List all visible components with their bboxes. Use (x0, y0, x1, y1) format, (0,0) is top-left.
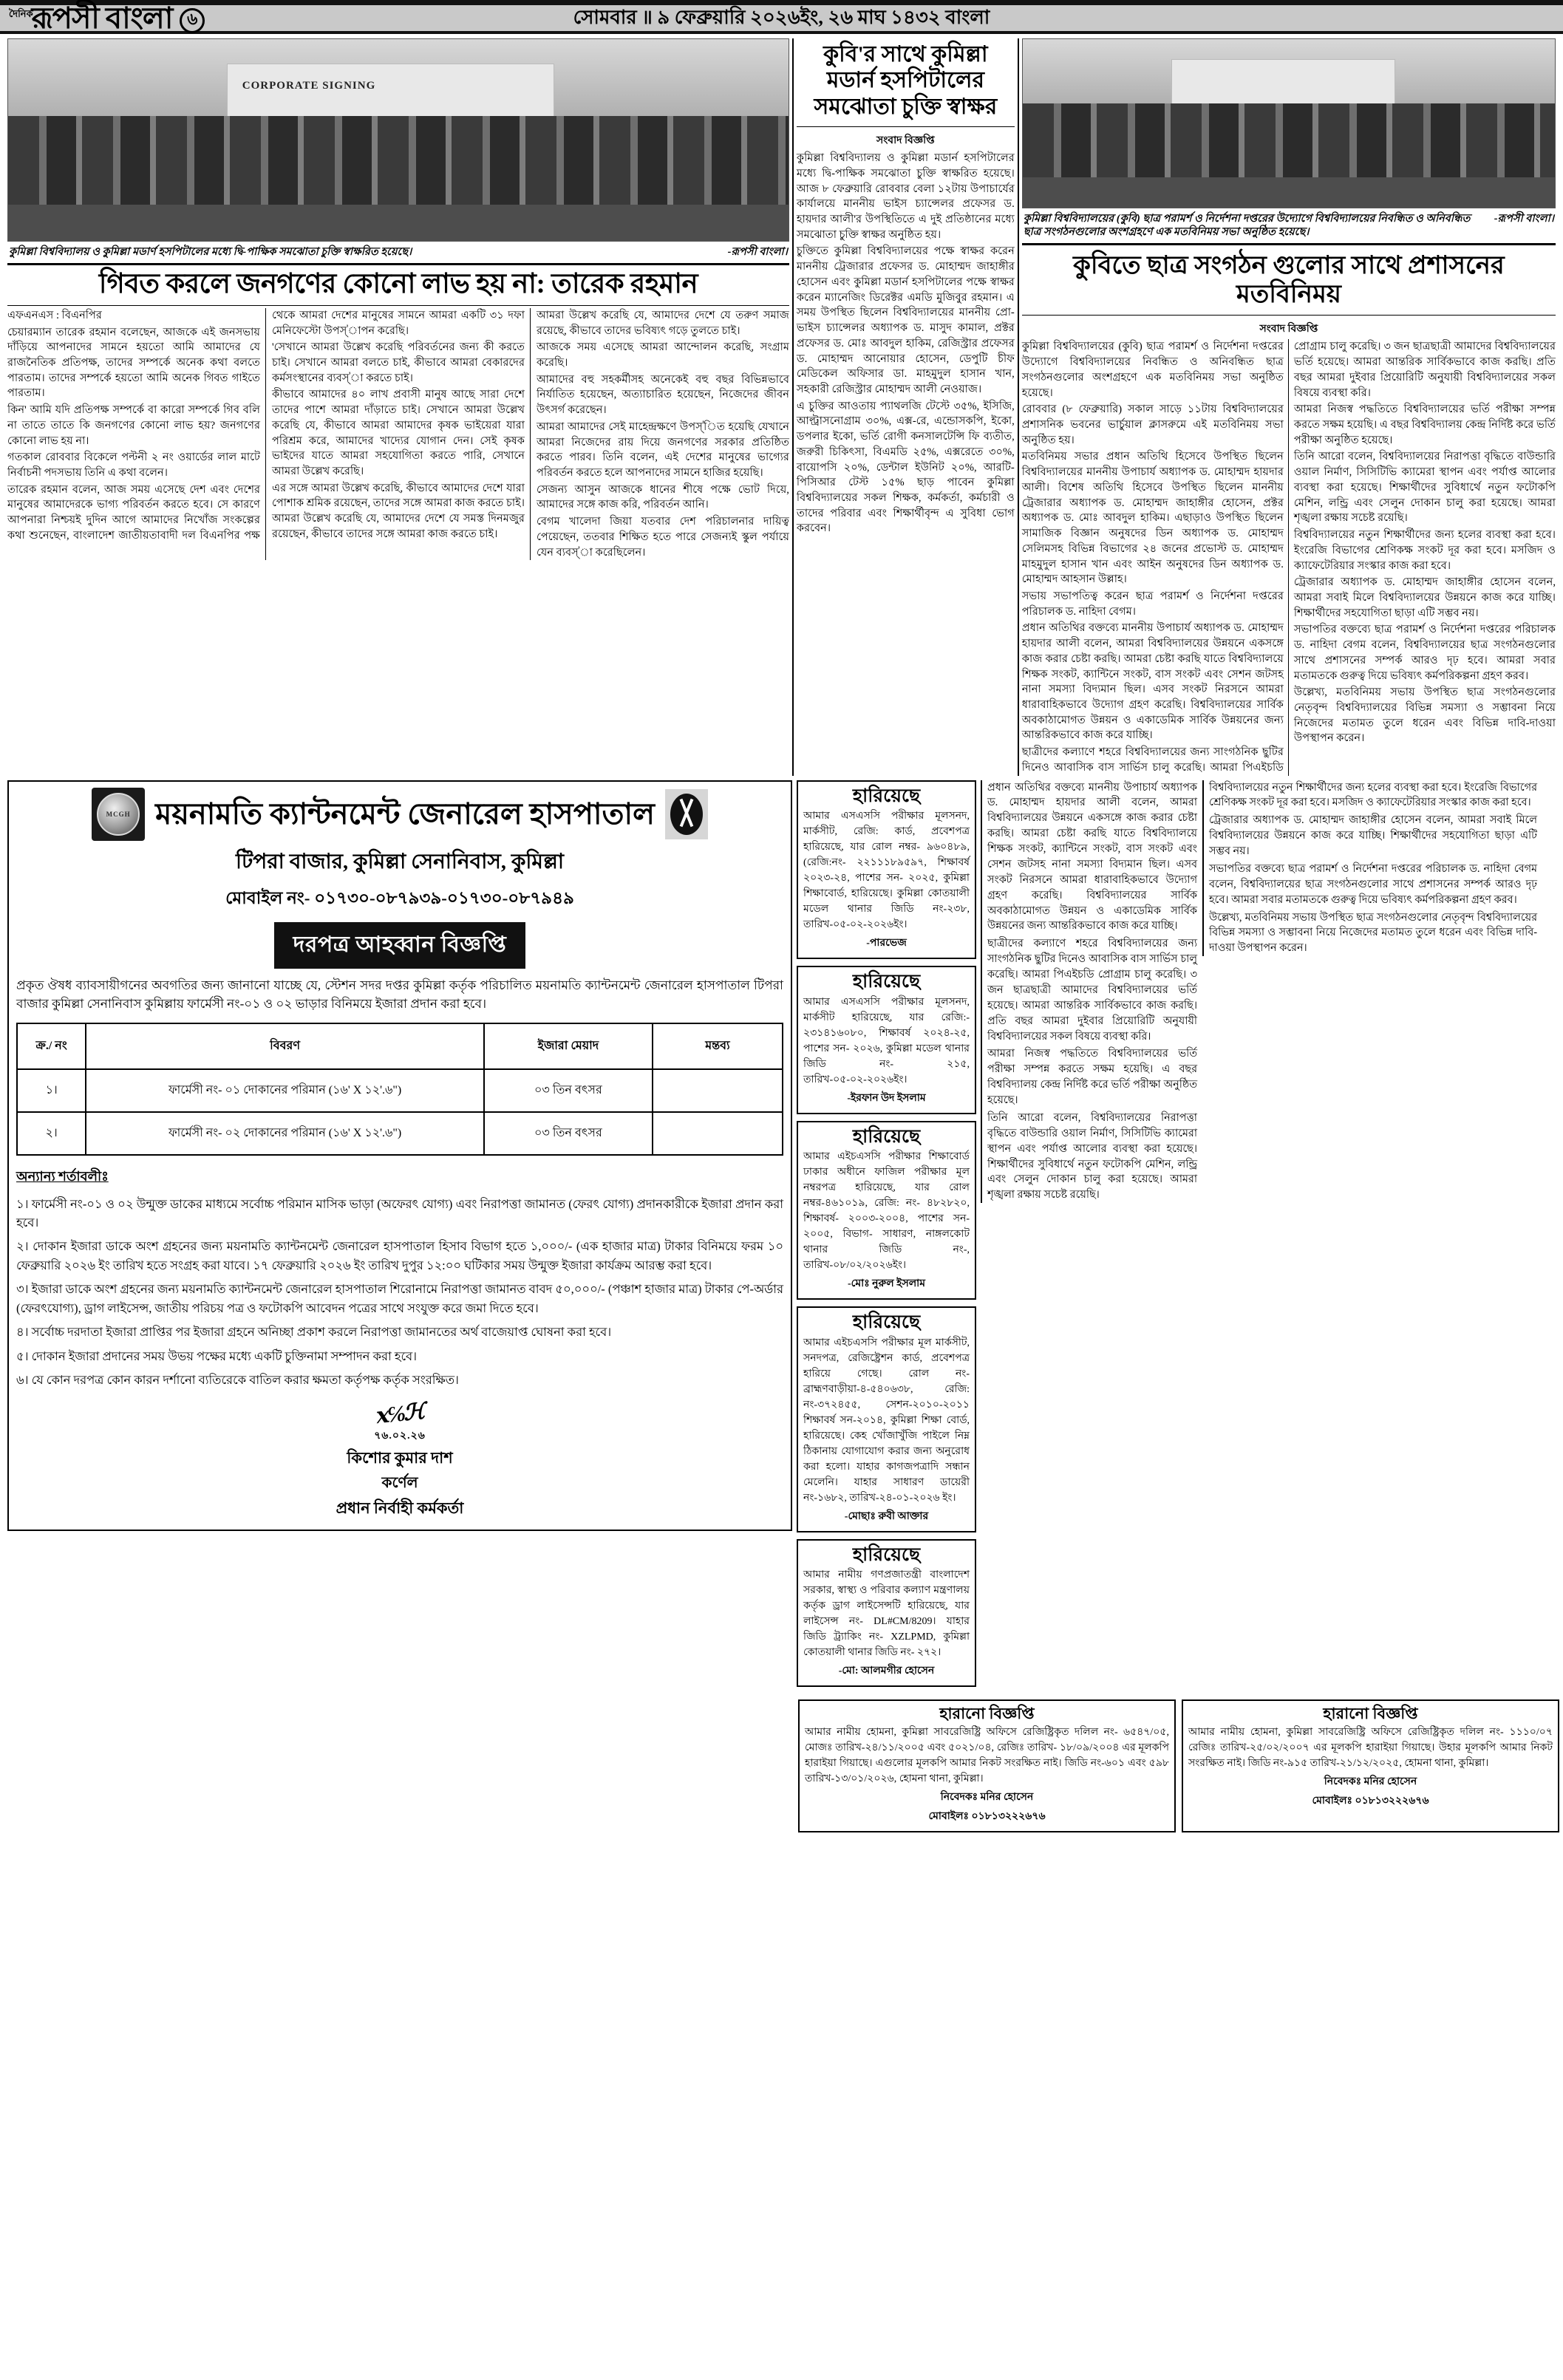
paragraph: সেজন্য আসুন আজকে ধানের শীষে পক্ষে ভোট দিয়ে, আমাদের সঙ্গে কাজ করি, পরিবর্তন আনি। (536, 483, 789, 511)
paragraph: আমরা নিজস্ব পদ্ধতিতে বিশ্ববিদ্যালয়ের ভর্তি পরীক্ষা সম্পন্ন করতে সক্ষম হয়েছি। এ বছর বিশ্ববিদ্যালয় কেন্দ্র নির্দিষ্ট করে ভর্তি পরীক্ষা অনুষ্ঠিত হয়েছে। (1293, 403, 1556, 446)
paragraph: প্রধান অতিথির বক্তব্যে মাননীয় উপাচার্য অধ্যাপক ড. মোহাম্মদ হায়দার আলী বলেন, আমরা বিশ্ববিদ্যালয়ের উন্নয়নে একসঙ্গে কাজ করার চেষ্টা করছি। আমরা চেষ্টা করছি যাতে বিশ্ববিদ্যালয়ে শিক্ষক সংকট, ক্যান্টিনে সংকট, বাস সংকট এবং সেশন জটসহ নানা সমস্যা বিদ্যমান ছিল। এসব সংকট নিরসনে আমরা ধারাবাহিকভাবে উদ্যোগ গ্রহণ করেছি। বিশ্ববিদ্যালয়ের সার্বিক অবকাঠামোগত উন্নয়ন ও একাডেমিক সার্বিক উন্নয়নের জন্য আন্তরিকভাবে কাজ করে যাচ্ছি। (1021, 622, 1284, 742)
paragraph: আমরা আমাদের সেই মাহেন্দ্রক্ষণে উপস্'িত হয়েছি যেখানে আমরা নিজেদের রায় দিয়ে জনগণের সরকার প্রতিষ্ঠিত করতে পারব। তিনি বলেন, এই দেশের মানুষের ভাগ্যের পরিবর্তন করতে হলে আপনাদের সামনে হাজির হয়েছি। (536, 420, 789, 479)
mid-byline: সংবাদ বিজ্ঞপ্তি (876, 135, 935, 147)
tender-advertisement (7, 780, 792, 1532)
column-divider (789, 38, 797, 776)
classified-signer: নিবেদকঃ মনির হোসেন (940, 1792, 1034, 1804)
masthead-title: রূপসী বাংলা (31, 1, 173, 35)
classified-ad (1182, 1699, 1559, 1832)
paragraph: ছাত্রীদের কল্যাণে শহরে বিশ্ববিদ্যালয়ের জন্য সাংগঠনিক ছুটির দিনেও আবাসিক বাস সার্ভিস চালু করেছি। আমরা পিএইচডি প্রোগ্রাম চালু করেছি। ৩ জন ছাত্রছাত্রী আমাদের বিশ্ববিদ্যালয়ের ভর্তি হয়েছে। আমরা আন্তরিক সার্বিকভাবে কাজ করছি। প্রতি বছর আমরা দুইবার প্রিয়োরিটি অনুযায়ী বিশ্ববিদ্যালয়ের সকল বিষয়ে ব্যবস্থা করি। (1021, 341, 1556, 774)
paragraph: তিনি আরো বলেন, বিশ্ববিদ্যালয়ের নিরাপত্তা বৃদ্ধিতে বাউন্ডারি ওয়াল নির্মাণ, সিসিটিভি ক্যামেরা স্থাপন এবং পর্যাপ্ত আলোর ব্যবস্থা করা হয়েছে। শিক্ষার্থীদের সুবিধার্থে নতুন ফটোকপি মেশিন, লন্ড্রি এবং সেলুন দোকান চালু করা হয়েছে। আমরা শৃঙ্খলা রক্ষায় সচেষ্ট রয়েছি। (987, 1111, 1197, 1201)
classified-signer: নিবেদকঃ মনির হোসেন (1324, 1776, 1417, 1788)
lead-photo (7, 38, 789, 242)
paragraph: চেয়ারম্যান তারেক রহমান বলেছেন, আজকে এই জনসভায় দাঁড়িয়ে আপনাদের সামনে হয়তো আমি আমাদের যে রাজনৈতিক প্রতিপক্ষ, তাদের সম্পর্কে অনেক কথা বলতে পারতাম। তাদের সম্পর্কে হয়তো আমি অনেক গিবত গাইতে পারতাম। (7, 326, 260, 400)
paragraph: আমরা উল্লেখ করেছি যে, আমাদের দেশে যে তরুণ সমাজ রয়েছে, কীভাবে তাদের ভবিষ্যৎ গড়ে তুলতে চাই। (536, 309, 789, 337)
classified-body: আমার এইচএসসি পরীক্ষার শিক্ষাবোর্ড ঢাকার অধীনে ফাজিল পরীক্ষার মূল নম্বরপত্র হারিয়েছে, যার রোল নম্বর-৪৬১০১৯, রেজি: নং- ৪৮২৮২০, শিক্ষাবর্ষ- ২০০৩-২০০৪, পাশের সন- ২০০৫, বিভাগ- সাধারণ, নাঙ্গলকোট থানার জিডি নং-, তারিখ-০৮/০২/২০২৬ইং। (803, 1151, 970, 1272)
column-header-description: বিবরণ (86, 1023, 484, 1069)
page-number-badge: ৬ (180, 8, 205, 33)
right-article-column (1022, 38, 1556, 776)
paragraph: সভাপতির বক্তব্যে ছাত্র পরামর্শ ও নির্দেশনা দপ্তরের পরিচালক ড. নাহিদা বেগম বলেন, বিশ্ববিদ্যালয়ের ছাত্র সংগঠনগুলোর সাথে প্রশাসনের সম্পর্ক আরও দৃঢ় হবে। আমরা সবার মতামতকে গুরুত্ব দিয়ে ভবিষ্যৎ কর্মপরিকল্পনা গ্রহণ করব। (1293, 624, 1556, 682)
condition-item: ৬। যে কোন দরপত্র কোন কারন দর্শানো ব্যতিরেকে বাতিল করার ক্ষমতা কর্তৃপক্ষ কর্তৃক সংরক্ষিত। (16, 1372, 459, 1387)
paragraph: তিনি আরো বলেন, বিশ্ববিদ্যালয়ের নিরাপত্তা বৃদ্ধিতে বাউন্ডারি ওয়াল নির্মাণ, সিসিটিভি ক্যামেরা স্থাপন এবং পর্যাপ্ত আলোর ব্যবস্থা করা হয়েছে। শিক্ষার্থীদের সুবিধার্থে নতুন ফটোকপি মেশিন, লন্ড্রি এবং সেলুন দোকান চালু করা হয়েছে। আমরা শৃঙ্খলা রক্ষায় সচেষ্ট রয়েছি। (1293, 451, 1556, 525)
classified-signer: -মোছাঃ রুবী আক্তার (844, 1510, 929, 1522)
paragraph: চুক্তিতে কুমিল্লা বিশ্ববিদ্যালয়ের পক্ষে স্বাক্ষর করেন মাননীয় ট্রেজারার প্রফেসর ড. মোহাম্মদ জাহাঙ্গীর হোসেন এবং কুমিল্লা মডার্ন হসপিটালের পক্ষে স্বাক্ষর করেন ম্যানেজিং ডিরেক্টর এমডি মুজিবুর রহমান। এ সময় উপস্থিত ছিলেন বিশ্ববিদ্যালয়ের মাননীয় প্রো-ভাইস চ্যান্সেলর অধ্যাপক ড. মাসুদ কামাল, প্রক্টর প্রফেসর ড. মোঃ আবদুল হাকিম, রেজিস্ট্রার প্রফেসর ড. মোহাম্মদ আনোয়ার হোসেন, ডেপুটি চীফ মেডিকেল অফিসার ডা. মাহমুদুল হাসান খান, সহকারী রেজিস্ট্রার মোহাম্মদ আলী নেওয়াজ। (796, 245, 1015, 395)
cell-description: ফার্মেসী নং- ০২ দোকানের পরিমান (১৬' X ১২'.৬") (86, 1112, 484, 1155)
conditions-list (16, 1195, 783, 1390)
tender-table (16, 1023, 783, 1156)
army-crest-icon (665, 789, 708, 839)
classified-heading: হারানো বিজ্ঞপ্তি (939, 1705, 1035, 1723)
classified-ad (798, 1699, 1176, 1832)
cell-serial: ১। (17, 1069, 86, 1112)
signature-block (16, 1401, 783, 1522)
classified-phone: মোবাইলঃ ০১৮১৩২২২৬৭৬ (1312, 1796, 1429, 1807)
cell-remarks (653, 1069, 783, 1112)
mid-continuation-body (981, 780, 1202, 1204)
lead-article-body (7, 308, 789, 561)
classified-heading: হারিয়েছে (852, 972, 921, 992)
classified-body: আমার এইচএসসি পরীক্ষার মূল মার্কসীট, সনদপত্র, রেজিষ্ট্রেশন কার্ড, প্রবেশপত্র হারিয়ে গেছে। রোল নং- ব্রাহ্মণবাড়ীয়া-৪-৫৪০৬৩৮, রেজি: নং-৩৭২৪৫৫, সেশন-২০১০-২০১১ শিক্ষাবর্ষ সন-২০১৪, কুমিল্লা শিক্ষা বোর্ড, হারিয়েছে। কেহ খোঁজাখুঁজি পাইলে নিম্ন ঠিকানায় যোগাযোগ করার জন্য অনুরোধ করা হলো। যাহার কাগজপত্রাদি সন্ধান মেলেনি। যাহার সাধারণ ডায়েরী নং-১৬৮২, তারিখ-২৪-০১-২০২৬ ইং। (803, 1337, 970, 1504)
condition-item: ২। দোকান ইজারা ডাকে অংশ গ্রহনের জন্য ময়নামতি ক্যান্টনমেন্ট জেনারেল হাসপাতাল হিসাব বিভাগ হতে ১,০০০/- (এক হাজার মাত্র) টাকার বিনিময়ে ফরম ১০ ফেব্রুয়ারি ২০২৬ ইং তারিখ হতে সংগ্রহ করা যাবে। ১৭ ফেব্রুয়ারি ২০২৬ ইং তারিখ দুপুর ১২:০০ ঘটিকার সময় উন্মুক্ত ইজারা কার্যক্রম আরম্ভ করা হবে। (16, 1239, 783, 1272)
cell-remarks (653, 1112, 783, 1155)
classified-ad (797, 1539, 976, 1688)
classified-ad (797, 966, 976, 1114)
column-divider (1015, 38, 1022, 776)
classified-heading: হারিয়েছে (852, 1312, 921, 1333)
tender-advertisement-column (7, 780, 792, 1694)
classified-heading: হারিয়েছে (852, 1544, 921, 1565)
classified-heading: হারানো বিজ্ঞপ্তি (1323, 1705, 1418, 1723)
mid-continuation-column (981, 780, 1202, 1694)
table-header-row (17, 1023, 783, 1069)
right-continuation-body (1202, 780, 1542, 957)
table-row (17, 1112, 783, 1155)
column-header-lease-term: ইজারা মেয়াদ (484, 1023, 653, 1069)
lead-byline: এফএনএস : বিএনপির (7, 309, 102, 321)
classified-heading: হারিয়েছে (852, 1126, 921, 1147)
masthead-kicker: দৈনিক (9, 7, 33, 19)
page-body (0, 34, 1563, 1839)
cell-description: ফার্মেসী নং- ০১ দোকানের পরিমান (১৬' X ১২'.৬") (86, 1069, 484, 1112)
divider-rule-thin (797, 126, 1015, 127)
right-byline: সংবাদ বিজ্ঞপ্তি (1259, 324, 1318, 335)
classified-phone: মোবাইলঃ ০১৮১৩২২২৬৭৬ (928, 1811, 1046, 1823)
paragraph: এর সঙ্গে আমরা উল্লেখ করেছি, কীভাবে আমাদের দেশে যারা পোশাক শ্রমিক রয়েছেন, তাদের সঙ্গে আমরা কাজ করতে চাই। আমরা উল্লেখ করেছি যে, আমাদের দেশে যে সমস্ত দিনমজুর রয়েছেন, কীভাবে তাদের সঙ্গে আমরা কাজ করতে চাই। (271, 482, 525, 540)
divider-rule (1022, 243, 1556, 245)
hospital-logo-text: MCGH (97, 793, 140, 836)
paragraph: গতকাল রোববার বিকেলে পল্টনী ২ নং ওয়ার্ডের লাল মাটে নির্বাচনী পদসভায় তিনি এ কথা বলেন। (7, 451, 260, 479)
masthead-date: সোমবার ॥ ৯ ফেব্রুয়ারি ২০২৬ইং, ২৬ মাঘ ১৪৩২ বাংলা (573, 6, 990, 28)
paragraph: কুমিল্লা বিশ্ববিদ্যালয়ের (কুবি) ছাত্র পরামর্শ ও নির্দেশনা দপ্তরের উদ্যোগে বিশ্ববিদ্যালয়ের নিবন্ধিত ও অনিবন্ধিত ছাত্র সংগঠনগুলোর অংশগ্রহণে এক মতবিনিময় সভা অনুষ্ঠিত হয়েছে। (1021, 341, 1284, 399)
signature-date: ৭৬.০২.২৬ (374, 1431, 426, 1442)
classified-signer: -পারভেজ (866, 938, 907, 949)
mid-article-column (797, 38, 1015, 776)
paragraph: ছাত্রীদের কল্যাণে শহরে বিশ্ববিদ্যালয়ের জন্য সাংগঠনিক ছুটির দিনেও আবাসিক বাস সার্ভিস চালু করেছি। আমরা পিএইচডি প্রোগ্রাম চালু করেছি। ৩ জন ছাত্রছাত্রী আমাদের বিশ্ববিদ্যালয়ের ভর্তি হয়েছে। আমরা আন্তরিক সার্বিকভাবে কাজ করছি। প্রতি বছর আমরা দুইবার প্রিয়োরিটি অনুযায়ী বিশ্ববিদ্যালয়ের সকল বিষয়ে ব্যবস্থা করি। (987, 938, 1197, 1043)
tender-banner-title: দরপত্র আহব্বান বিজ্ঞপ্তি (274, 922, 526, 969)
divider-rule-thin (7, 305, 789, 306)
condition-item: ৩। ইজারা ডাকে অংশ গ্রহনের জন্য ময়নামতি ক্যান্টনমেন্ট জেনারেল হাসপাতাল শিরোনামে নিরাপত্তা জামানত বাবদ ৫০,০০০/- (পঞ্চাশ হাজার মাত্র) টাকার পে-অর্ডার (ফেরৎযোগ্য), ড্রাগ লাইসেন্স, জাতীয় পরিচয় পত্র ও ফটোকপি আবেদন পত্রের সাথে সংযুক্ত করে জমা দিতে হবে। (16, 1282, 783, 1315)
caption-text: কুমিল্লা বিশ্ববিদ্যালয় ও কুমিল্লা মডার্ণ হসপিটালের মধ্যে দ্বি-পাক্ষিক সমঝোতা চুক্তি স্বাক্ষরিত হয়েছে। (9, 246, 412, 258)
paragraph: কুমিল্লা বিশ্ববিদ্যালয় ও কুমিল্লা মডার্ন হসপিটালের মধ্যে দ্বি-পাক্ষিক সমঝোতা চুক্তি স্বাক্ষরিত হয়েছে। আজ ৮ ফেব্রুয়ারি রোববার বেলা ১২টায় উপাচার্যের কার্যালয়ে মাননীয় ভাইস চ্যান্সেলর প্রফেসর ড. হায়দার আলী'র উপস্থিতিতে এ দুই প্রতিষ্ঠানের মধ্যে সমঝোতা চুক্তি স্বাক্ষর অনুষ্ঠিত হয়। (796, 152, 1015, 241)
classified-body: আমার নামীয় গণপ্রজাতন্ত্রী বাংলাদেশ সরকার, স্বাস্থ্য ও পরিবার কল্যাণ মন্ত্রণালয় কর্তৃক ড্রাগ লাইসেন্সটি হারিয়েছে, যার লাইসেন্স নং- DL#CM/8209। যাহার জিডি ট্র্যাকিং নং- XZLPMD, কুমিল্লা কোতয়ালী থানার জিডি নং- ২৭২। (803, 1569, 970, 1659)
bottom-classified-row (798, 1699, 1559, 1839)
cell-lease-term: ০৩ তিন বৎসর (484, 1112, 653, 1155)
paragraph: উল্লেখ্য, মতবিনিময় সভায় উপস্থিত ছাত্র সংগঠনগুলোর নেতৃবৃন্দ বিশ্ববিদ্যালয়ের বিভিন্ন সমস্যা ও সম্ভাবনা নিয়ে নিজেদের মতামত তুলে ধরেন এবং বিভিন্ন দাবি-দাওয়া উপস্থাপন করেন। (1293, 686, 1556, 745)
photo-foreground-table (8, 205, 789, 241)
paragraph: সভাপতির বক্তব্যে ছাত্র পরামর্শ ও নির্দেশনা দপ্তরের পরিচালক ড. নাহিদা বেগম বলেন, বিশ্ববিদ্যালয়ের ছাত্র সংগঠনগুলোর সাথে প্রশাসনের সম্পর্ক আরও দৃঢ় হবে। আমরা সবার মতামতকে গুরুত্ব দিয়ে ভবিষ্যৎ কর্মপরিকল্পনা গ্রহণ করব। (1209, 862, 1537, 906)
signatory-name: কিশোর কুমার দাশ (347, 1449, 453, 1467)
classified-signer: -ইরফান উদ ইসলাম (847, 1092, 926, 1104)
condition-item: ৪। সর্বোচ্চ দরদাতা ইজারা প্রাপ্তির পর ইজারা গ্রহনে অনিচ্ছা প্রকাশ করলে নিরাপত্তা জামানতের অর্থ বাজেয়াপ্ত ঘোষনা করা হবে। (16, 1325, 612, 1340)
caption-text: কুমিল্লা বিশ্ববিদ্যালয়ের (কুবি) ছাত্র পরামর্শ ও নির্দেশনা দপ্তরের উদ্যোগে বিশ্ববিদ্যালয়ের নিবন্ধিত ও অনিবন্ধিত ছাত্র সংগঠনগুলোর অংশগ্রহণে এক মতবিনিময় সভা অনুষ্ঠিত হয়েছে। (1023, 213, 1471, 239)
paragraph: এ চুক্তির আওতায় প্যাথলজি টেস্টে ৩৫%, ইসিজি, আল্ট্রাসনোগ্রাম ৩০%, এক্স-রে, এন্ডোসকপি, ইকো, ডপলার ইকো, ভর্তি রোগী কনসালটেন্সি ফি ব্যতীত, জরুরী চিকিৎসা, বিএমডি ২৫%, এক্সরেতে ৩০%, বায়োপসি ২০%, ডেন্টাল ইউনিট ২০%, আরটি-পিসিআর টেস্ট ১৫% ছাড় পাবেন কুমিল্লা বিশ্ববিদ্যালয়ের সকল শিক্ষক, কর্মকর্তা, কর্মচারী ও তাদের পরিবার এবং শিক্ষার্থীবৃন্দ এ সুবিধা ভোগ করবেন। (796, 400, 1015, 535)
right-article-body (1022, 339, 1556, 775)
paragraph: রোববার (৮ ফেব্রুয়ারি) সকাল সাড়ে ১১টায় বিশ্ববিদ্যালয়ের প্রশাসনিক ভবনের ভার্চুয়াল ক্লাসরুমে এই মতবিনিময় সভা অনুষ্ঠিত হয়। (1021, 403, 1284, 446)
right-headline: কুবিতে ছাত্র সংগঠন গুলোর সাথে প্রশাসনের মতবিনিময় (1073, 252, 1505, 309)
ad-header (16, 788, 783, 841)
right-photo (1022, 38, 1556, 208)
photo-banner-text: CORPORATE SIGNING (242, 79, 376, 92)
classified-ad (797, 1121, 976, 1300)
mid-headline: কুবি'র সাথে কুমিল্লা মডার্ন হসপিটালের সমঝোতা চুক্তি স্বাক্ষর (814, 42, 998, 119)
paragraph: কিন' আমি যদি প্রতিপক্ষ সম্পর্কে বা কারো সম্পর্কে গিব বলি না তাতে তাতে কি জনগণের কোনো লাভ হয়? জনগণের কোনো লাভ হয় না। (7, 404, 260, 447)
paragraph: বেগম খালেদা জিয়া যতবার দেশ পরিচালনার দায়িত্ব পেয়েছেন, ততবার শিক্ষিত হতে পারে সেজন্যই স্কুল পর্যায়ে যেন ব্যবস্'া করেছিলেন। (536, 516, 789, 559)
masthead-brand (9, 1, 205, 35)
classified-body: আমার এসএসসি পরীক্ষার মূলসনদ, মার্কসীট হারিয়েছে, যার রেজি:- ২৩১৪১৬০৮০, শিক্ষাবর্ষ ২০২৪-২৫, পাশের সন- ২০২৬, কুমিল্লা মডেল থানার জিডি নং- ২১৫, তারিখ-০৫-০২-২০২৬ইং। (803, 996, 970, 1085)
cell-serial: ২। (17, 1112, 86, 1155)
paragraph: আমরা নিজস্ব পদ্ধতিতে বিশ্ববিদ্যালয়ের ভর্তি পরীক্ষা সম্পন্ন করতে সক্ষম হয়েছি। এ বছর বিশ্ববিদ্যালয় কেন্দ্র নির্দিষ্ট করে ভর্তি পরীক্ষা অনুষ্ঠিত হয়েছে। (987, 1048, 1197, 1107)
classified-ad (797, 780, 976, 960)
classified-body: আমার নামীয় হোমনা, কুমিল্লা সাবরেজিষ্ট্রি অফিসে রেজিষ্ট্রিকৃত দলিল নং- ১১১০/০৭ রেজিঃ তারিখ-২৫/০২/২০০৭ এর মূলকপি হারাইয়া গিয়াছে। উহার মূলকপি আমার নিকট সংরক্ষিত নাই। জিডি নং-৯১৫ তারিখ-২১/১২/২০২৫, হোমনা থানা, কুমিল্লা। (1188, 1727, 1553, 1770)
lead-headline: গিবত করলে জনগণের কোনো লাভ হয় না: তারেক রহমান (98, 269, 698, 300)
paragraph: ট্রেজারার অধ্যাপক ড. মোহাম্মদ জাহাঙ্গীর হোসেন বলেন, আমরা সবাই মিলে বিশ্ববিদ্যালয়ের উন্নয়নে কাজ করে যাচ্ছি। শিক্ষার্থীদের সহযোগিতা ছাড়া এটি সম্ভব নয়। (1293, 576, 1556, 619)
caption-credit: -রূপসী বাংলা। (1494, 213, 1554, 225)
right-photo-caption (1022, 208, 1556, 242)
classified-heading: হারিয়েছে (852, 785, 921, 806)
signatory-rank: কর্ণেল (381, 1475, 418, 1492)
right-continuation-column (1202, 780, 1542, 1694)
photo-foreground-table (1023, 177, 1555, 208)
mid-article-body (797, 151, 1015, 538)
paragraph: উল্লেখ্য, মতবিনিময় সভায় উপস্থিত ছাত্র সংগঠনগুলোর নেতৃবৃন্দ বিশ্ববিদ্যালয়ের বিভিন্ন সমস্যা ও সম্ভাবনা নিয়ে নিজেদের মতামত তুলে ধরেন এবং বিভিন্ন দাবি-দাওয়া উপস্থাপন করেন। (1209, 911, 1537, 955)
classified-body: আমার নামীয় হোমনা, কুমিল্লা সাবরেজিষ্ট্রি অফিসে রেজিষ্ট্রিকৃত দলিল নং- ৬৫৪৭/০৫, মোজঃ তারিখ-২৪/১১/২০০৫ এবং ৫০২১/০৪, রেজিঃ তারিখ- ১৮/০৯/২০০৪ এর মূলকপি হারাইয়া গিয়াছে। এগুলোর মূলকপি আমার নিকট সংরক্ষিত নাই। জিডি নং-৬০১ এবং ৫৯৮ তারিখ-১৩/০১/২০২৬, হোমনা থানা, কুমিল্লা। (805, 1727, 1169, 1785)
lead-photo-caption (7, 242, 789, 262)
classified-body: আমার এসএসসি পরীক্ষার মূলসনদ, মার্কসীট, রেজি: কার্ড, প্রবেশপত্র হারিয়েছে, যার রোল নম্বর- ৯৬০৪৮৯, (রেজি:নং- ২২১১১৮৯৫৯৭, শিক্ষাবর্ষ ২০২৩-২৪, পাশের সন- ২০২৫, কুমিল্লা শিক্ষাবোর্ড, হারিয়েছে। কুমিল্লা কোতয়ালী মডেল থানার জিডি নং-২৩৮, তারিখ-০৫-০২-২০২৬ইং। (803, 811, 970, 931)
crest-shape (670, 794, 703, 835)
table-row (17, 1069, 783, 1112)
classified-signer: -মো: আলমগীর হোসেন (838, 1665, 935, 1677)
classified-column (792, 780, 981, 1694)
conditions-title: অন্যান্য শর্তাবলীঃ (16, 1168, 109, 1184)
caption-credit: -রূপসী বাংলা। (727, 246, 788, 258)
hospital-name: ময়নামতি ক্যান্টনমেন্ট জেনারেল হাসপাতাল (155, 797, 655, 831)
paragraph: আমাদের বহু সহকর্মীসহ অনেকেই বহু বছর বিভিন্নভাবে নির্যাতিত হয়েছেন, অত্যাচারিত হয়েছেন, নিজেদের জীবন উৎসর্গ করেছেন। (536, 373, 789, 417)
divider-rule-thin (1022, 315, 1556, 316)
condition-item: ১। ফার্মেসী নং-০১ ও ০২ উন্মুক্ত ডাকের মাধ্যমে সর্বোচ্চ পরিমান মাসিক ভাড়া (অফেরৎ যোগ্য) এবং নিরাপত্তা জামানত (ফেরৎ যোগ্য) প্রদানকারীকে ইজারা প্রদান করা হবে। (16, 1196, 783, 1230)
signatory-role: প্রধান নির্বাহী কর্মকর্তা (336, 1499, 464, 1518)
column-header-serial: ক্র./ নং (17, 1023, 86, 1069)
paragraph: সভায় সভাপতিত্ব করেন ছাত্র পরামর্শ ও নির্দেশনা দপ্তরের পরিচালক ড. নাহিদা বেগম। (1021, 590, 1284, 618)
column-header-remarks: মন্তব্য (653, 1023, 783, 1069)
paragraph: আজকে সময় এসেছে আমরা আন্দোলন করেছি, সংগ্রাম করেছি। (536, 341, 789, 369)
classified-list (792, 780, 981, 1688)
tender-intro-text: প্রকৃত ঔষধ ব্যাবসায়ীগনের অবগতির জন্য জানানো যাচ্ছে যে, স্টেশন সদর দপ্তর কুমিল্লা কর্তৃক পরিচালিত ময়নামতি ক্যান্টনমেন্ট জেনারেল হাসপাতাল টিপরা বাজার কুমিল্লা সেনানিবাস কুমিল্লায় ফার্মেসী নং-০১ ও ০২ ভাড়ার বিনিময়ে ইজারা প্রদান করা হবে। (16, 978, 783, 1012)
paragraph: ট্রেজারার অধ্যাপক ড. মোহাম্মদ জাহাঙ্গীর হোসেন বলেন, আমরা সবাই মিলে বিশ্ববিদ্যালয়ের উন্নয়নে কাজ করে যাচ্ছি। শিক্ষার্থীদের সহযোগিতা ছাড়া এটি সম্ভব নয়। (1209, 814, 1537, 858)
paragraph: বিশ্ববিদ্যালয়ের নতুন শিক্ষার্থীদের জন্য হলের ব্যবস্থা করা হবে। ইংরেজি বিভাগের শ্রেণিকক্ষ সংকট দূর করা হবে। মসজিদ ও ক্যাফেটেরিয়ার সংস্কার কাজ করা হবে। (1293, 529, 1556, 572)
hospital-address: টিপরা বাজার, কুমিল্লা সেনানিবাস, কুমিল্লা (235, 850, 565, 873)
lower-section (7, 780, 1556, 1694)
paragraph: প্রধান অতিথির বক্তব্যে মাননীয় উপাচার্য অধ্যাপক ড. মোহাম্মদ হায়দার আলী বলেন, আমরা বিশ্ববিদ্যালয়ের উন্নয়নে একসঙ্গে কাজ করার চেষ্টা করছি। আমরা চেষ্টা করছি যাতে বিশ্ববিদ্যালয়ে শিক্ষক সংকট, ক্যান্টিনে সংকট, বাস সংকট এবং সেশন জটসহ নানা সমস্যা বিদ্যমান ছিল। এসব সংকট নিরসনে আমরা ধারাবাহিকভাবে উদ্যোগ গ্রহণ করেছি। বিশ্ববিদ্যালয়ের সার্বিক অবকাঠামোগত উন্নয়ন ও একাডেমিক সার্বিক উন্নয়নের জন্য আন্তরিকভাবে কাজ করে যাচ্ছি। (987, 781, 1197, 932)
handwritten-signature-icon: x℅ℋ (375, 1399, 425, 1430)
classified-ad (797, 1306, 976, 1532)
paragraph: তারেক রহমান বলেন, আজ সময় এসেছে দেশ এবং দেশের মানুষের আমাদেরকে ভাগ্য পরিবর্তন করতে হবে। সে কারণে আপনারা নিশ্চয়ই দুদিন আগে আমাদের নিখোঁজ সংকল্পের কথা শুনেছেন, বাংলাদেশ জাতীয়তাবাদী দল বিএনপির পক্ষ থেকে আমরা দেশের মানুষের সামনে আমরা একটি ৩১ দফা মেনিফেস্টো উপস্'াপন করেছি। (7, 309, 525, 542)
top-section (7, 38, 1556, 776)
masthead (0, 0, 1563, 34)
paragraph: কীভাবে আমাদের ৪০ লাখ প্রবাসী মানুষ আছে সারা দেশে তাদের পাশে আমরা দাঁড়াতে চাই। সেখানে আমরা উল্লেখ করেছি যে, কীভাবে আমরা আমাদের কৃষক ভাইয়েরা যারা পরিশ্রম করে, আমাদের খাদ্যের যোগান দেন। সেই কৃষক ভাইদের যাতে আমরা সহযোগিতা করতে পারি, সেখানে আমরা উল্লেখ করেছি। (271, 389, 525, 477)
paragraph: মতবিনিময় সভার প্রধান অতিথি হিসেবে উপস্থিত ছিলেন বিশ্ববিদ্যালয়ের মাননীয় উপাচার্য অধ্যাপক ড. মোহাম্মদ হায়দার আলী। বিশেষ অতিথি হিসেবে উপস্থিত ছিলেন মাননীয় ট্রেজারার অধ্যাপক ড. মোহাম্মদ জাহাঙ্গীর হোসেন, প্রক্টর অধ্যাপক ড. মোঃ আবদুল হাকিম। এছাড়াও উপস্থিত ছিলেন সামাজিক বিজ্ঞান অনুষদের ডিন অধ্যাপক ড. মোহাম্মদ সেলিমসহ বিভিন্ন বিভাগের ২৪ জনের প্রভোস্ট ড. মোহাম্মদ মাহমুদুল হাসান খান এবং আইন অনুষদের ডিন অধ্যাপক ড. মোহাম্মদ আহসান উল্লাহ। (1021, 451, 1284, 586)
paragraph: 'সেখানে আমরা উল্লেখ করেছি পরিবর্তনের জন্য কী করতে চাই। সেখানে আমরা বলতে চাই, কীভাবে আমরা বেকারদের কর্মসংস্থানের ব্যবস্'া করতে চাই। (271, 341, 525, 384)
classified-signer: -মোঃ নুরুল ইসলাম (848, 1278, 925, 1290)
hospital-logo-icon (92, 788, 145, 841)
cell-lease-term: ০৩ তিন বৎসর (484, 1069, 653, 1112)
lead-article-column (7, 38, 789, 776)
hospital-phone: মোবাইল নং- ০১৭৩০-০৮৭৯৩৯-০১৭৩০-০৮৭৯৪৯ (225, 888, 574, 907)
paragraph: বিশ্ববিদ্যালয়ের নতুন শিক্ষার্থীদের জন্য হলের ব্যবস্থা করা হবে। ইংরেজি বিভাগের শ্রেণিকক্ষ সংকট দূর করা হবে। মসজিদ ও ক্যাফেটেরিয়ার সংস্কার কাজ করা হবে। (1209, 781, 1537, 809)
condition-item: ৫। দোকান ইজারা প্রদানের সময় উভয় পক্ষের মধ্যে একটি চুক্তিনামা সম্পাদন করা হবে। (16, 1348, 418, 1363)
divider-rule (7, 263, 789, 265)
